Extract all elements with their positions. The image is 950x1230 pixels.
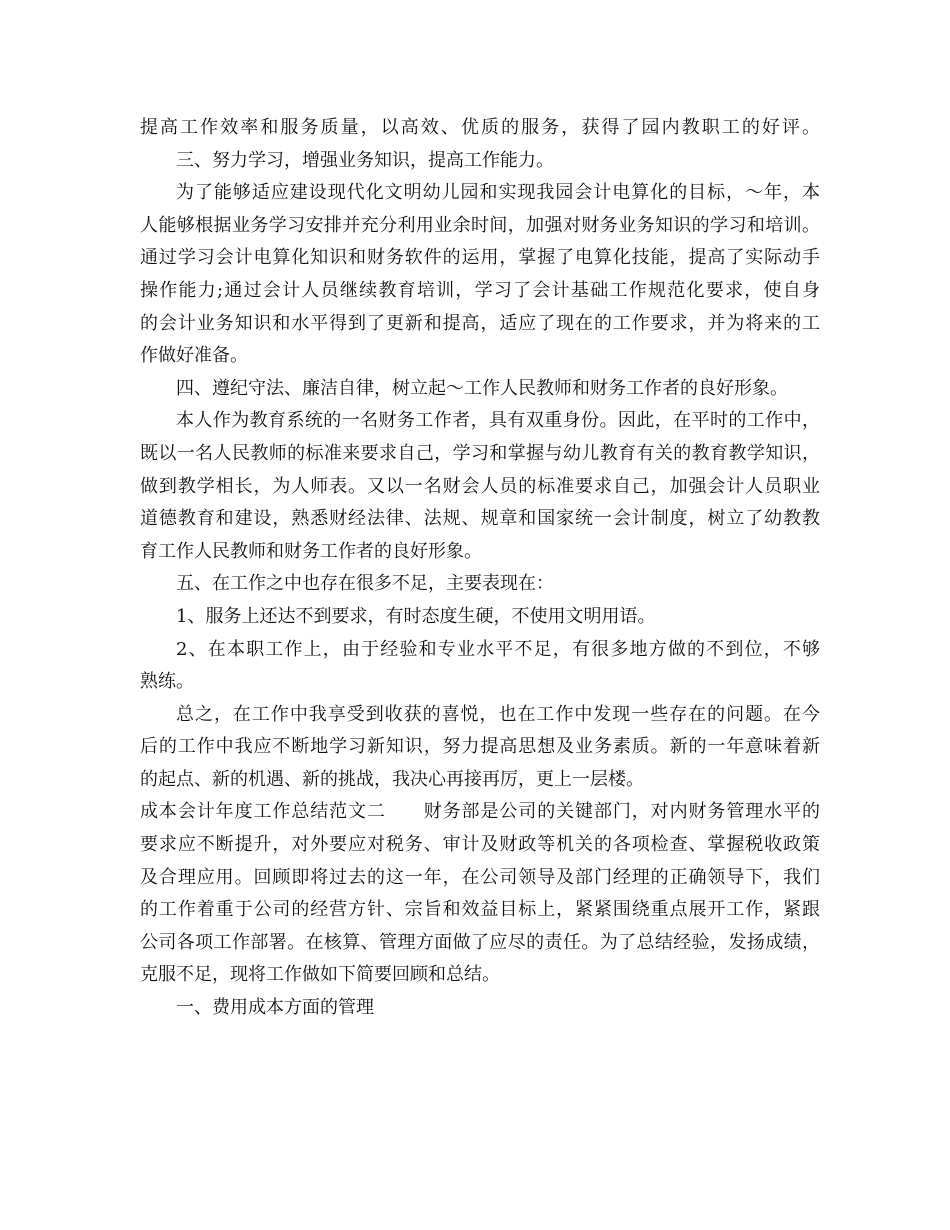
section-heading: 三、努力学习，增强业务知识，提高工作能力。 [176, 149, 554, 171]
text-line: 做到教学相长，为人师表。又以一名财会人员的标准要求自己，加强会计人员职业 [140, 475, 820, 497]
text-line: 熟练。 [140, 671, 194, 693]
text-line: 后的工作中我应不断地学习新知识，努力提高思想及业务素质。新的一年意味着新 [140, 736, 820, 758]
text-line: 的起点、新的机遇、新的挑战，我决心再接再厉，更上一层楼。 [140, 768, 644, 790]
list-item: 2、在本职工作上，由于经验和专业水平不足，有很多地方做的不到位，不够 [176, 638, 820, 660]
text-line: 要求应不断提升，对外要应对税务、审计及财政等机关的各项检查、掌握税收政策 [140, 834, 820, 856]
text-line: 育工作人民教师和财务工作者的良好形象。 [140, 540, 482, 562]
text-line: 人能够根据业务学习安排并充分利用业余时间，加强对财务业务知识的学习和培训。 [140, 214, 820, 236]
text-line: 操作能力;通过会计人员继续教育培训，学习了会计基础工作规范化要求，使自身 [140, 279, 820, 301]
text-line: 作做好准备。 [140, 345, 248, 367]
list-item: 1、服务上还达不到要求，有时态度生硬，不使用文明用语。 [176, 605, 656, 627]
section-heading: 五、在工作之中也存在很多不足，主要表现在： [176, 573, 554, 595]
text-line: 通过学习会计电算化知识和财务软件的运用，掌握了电算化技能，提高了实际动手 [140, 247, 820, 269]
document-body [140, 112, 820, 1025]
text-line: 本人作为教育系统的一名财务工作者，具有双重身份。因此，在平时的工作中， [176, 410, 820, 432]
article-title-line: 成本会计年度工作总结范文二 财务部是公司的关键部门，对内财务管理水平的 [140, 801, 820, 823]
text-line: 及合理应用。回顾即将过去的这一年，在公司领导及部门经理的正确领导下，我们 [140, 866, 820, 888]
text-line: 的会计业务知识和水平得到了更新和提高，适应了现在的工作要求，并为将来的工 [140, 312, 820, 334]
text-line: 的工作着重于公司的经营方针、宗旨和效益目标上，紧紧围绕重点展开工作，紧跟 [140, 899, 820, 921]
text-line: 既以一名人民教师的标准来要求自己，学习和掌握与幼儿教育有关的教育教学知识， [140, 442, 820, 464]
text-line: 公司各项工作部署。在核算、管理方面做了应尽的责任。为了总结经验，发扬成绩， [140, 931, 820, 953]
text-line: 总之，在工作中我享受到收获的喜悦，也在工作中发现一些存在的问题。在今 [176, 703, 820, 725]
section-heading: 四、遵纪守法、廉洁自律，树立起～工作人民教师和财务工作者的良好形象。 [176, 377, 788, 399]
text-line: 为了能够适应建设现代化文明幼儿园和实现我园会计电算化的目标，～年，本 [176, 182, 820, 204]
text-line: 道德教育和建设，熟悉财经法律、法规、规章和国家统一会计制度，树立了幼教教 [140, 508, 820, 530]
text-line: 提高工作效率和服务质量，以高效、优质的服务，获得了园内教职工的好评。 [140, 117, 820, 138]
section-heading: 一、费用成本方面的管理 [176, 997, 374, 1019]
text-line: 克服不足，现将工作做如下简要回顾和总结。 [140, 964, 500, 986]
